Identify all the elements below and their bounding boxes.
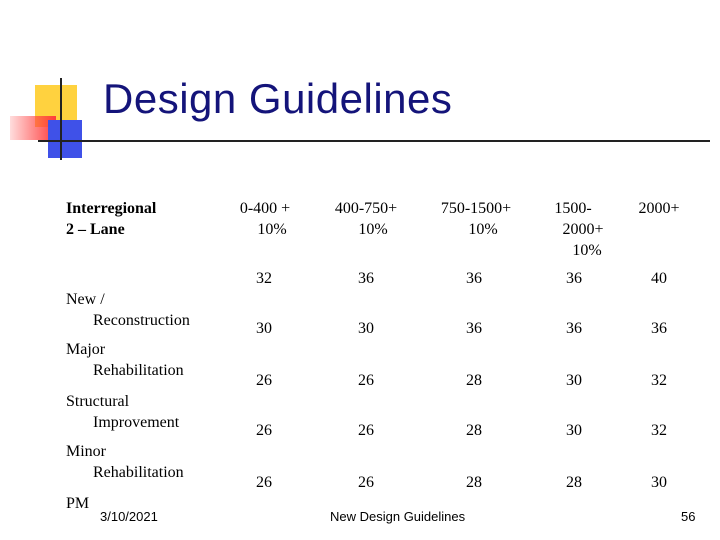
cell-r2-c2: 30	[358, 320, 374, 337]
footer-title: New Design Guidelines	[330, 509, 466, 524]
cell-r5-c1: 26	[256, 474, 272, 491]
cell-r3-c3: 28	[466, 372, 482, 389]
header-col-1	[224, 198, 306, 240]
header-col-3-line2: 10%	[468, 221, 498, 238]
slide-title: Design Guidelines	[103, 75, 453, 122]
header-category-line2: 2 – Lane	[66, 221, 125, 238]
cell-r4-c3: 28	[466, 422, 482, 439]
footer-page-number: 56	[681, 509, 696, 524]
row-label-line1: Major	[66, 341, 106, 358]
footer-date: 3/10/2021	[100, 509, 158, 524]
row-label-line1: Structural	[66, 393, 130, 410]
row-label-line1: Minor	[66, 443, 106, 460]
cell-r2-c5: 36	[651, 320, 667, 337]
cell-r1-c5: 40	[651, 270, 667, 287]
cell-r5-c3: 28	[466, 474, 482, 491]
cell-r2-c1: 30	[256, 320, 272, 337]
header-col-1-line2: 10%	[257, 221, 287, 238]
header-col-2	[321, 198, 411, 240]
row-label-line2: Rehabilitation	[93, 464, 184, 481]
row-label-line2: Rehabilitation	[93, 362, 184, 379]
cell-r4-c2: 26	[358, 422, 374, 439]
header-category-line1: Interregional	[66, 200, 157, 217]
cell-r2-c3: 36	[466, 320, 482, 337]
title-underline	[38, 140, 710, 142]
cell-r1-c2: 36	[358, 270, 374, 287]
cell-r5-c4: 28	[566, 474, 582, 491]
header-col-3	[426, 198, 526, 240]
row-label-line1: New /	[66, 291, 105, 308]
row-label-line2: Improvement	[93, 414, 180, 431]
cell-r1-c1: 32	[256, 270, 272, 287]
header-col-5	[626, 198, 692, 219]
cell-r4-c5: 32	[651, 422, 667, 439]
cell-r3-c5: 32	[651, 372, 667, 389]
cell-r3-c4: 30	[566, 372, 582, 389]
cell-r4-c1: 26	[256, 422, 272, 439]
header-col-4	[536, 198, 616, 261]
header-col-3-line1: 750-1500+	[440, 200, 512, 217]
cell-r5-c5: 30	[651, 474, 667, 491]
cell-r1-c3: 36	[466, 270, 482, 287]
header-col-4-line2: 2000+	[562, 221, 604, 238]
cell-r2-c4: 36	[566, 320, 582, 337]
logo-blue-square	[48, 120, 82, 158]
logo-vertical-line	[60, 78, 62, 160]
row-label-pm	[66, 472, 226, 514]
cell-r3-c1: 26	[256, 372, 272, 389]
header-col-4-line3: 10%	[572, 242, 602, 259]
header-col-4-line1: 1500-	[554, 200, 592, 217]
cell-r1-c4: 36	[566, 270, 582, 287]
header-col-5-line1: 2000+	[638, 200, 680, 217]
row-label-line1: PM	[66, 495, 90, 512]
cell-r5-c2: 26	[358, 474, 374, 491]
row-label-line2: Reconstruction	[93, 312, 190, 329]
header-category	[66, 198, 216, 240]
header-col-2-line1: 400-750+	[334, 200, 398, 217]
cell-r3-c2: 26	[358, 372, 374, 389]
cell-r4-c4: 30	[566, 422, 582, 439]
header-col-1-line1: 0-400 +	[239, 200, 291, 217]
header-col-2-line2: 10%	[358, 221, 388, 238]
